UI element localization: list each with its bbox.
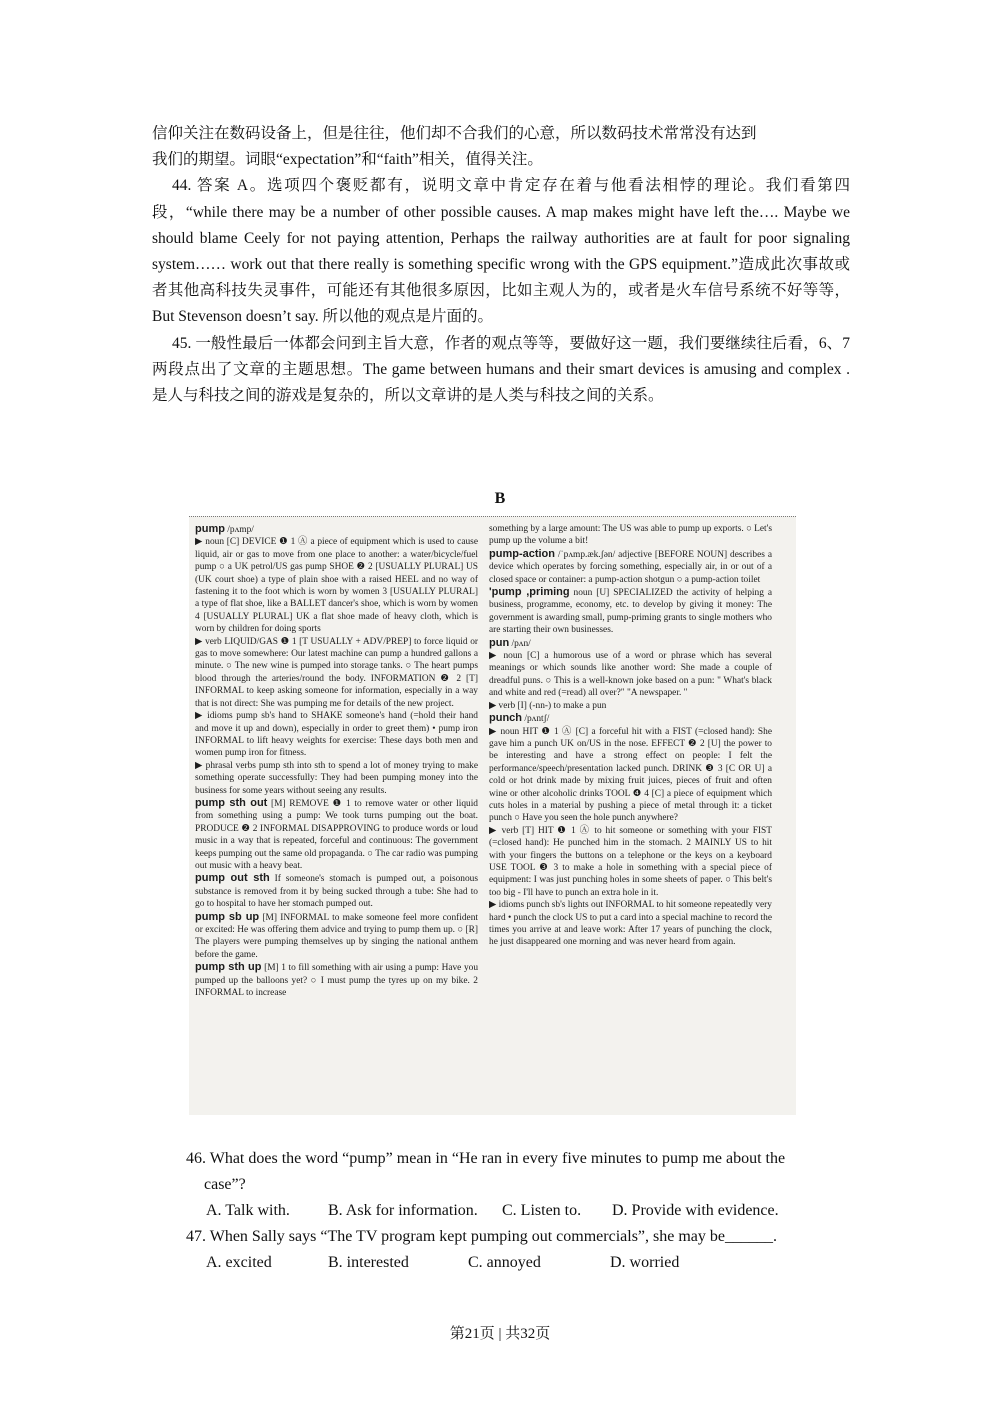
dictionary-definition: [M] 1 to fill something with air using a pump: Have you pumped up the balloons yet? ○ I must pump the tyres up on my bike. 2 INFORMAL to increase <box>195 963 479 999</box>
dictionary-column-right <box>489 523 772 949</box>
dictionary-entry <box>489 586 772 637</box>
dictionary-entry <box>195 911 478 962</box>
dictionary-entry <box>195 710 478 760</box>
page-footer: 第21页 | 共32页 <box>449 1326 551 1342</box>
dictionary-headword: punch <box>489 712 522 725</box>
dictionary-entry <box>195 961 478 999</box>
question-46-continuation: case”? <box>204 1176 246 1193</box>
q46-option-d: D. Provide with evidence. <box>612 1202 779 1219</box>
questions <box>186 1146 854 1276</box>
dictionary-definition: /ˈpʌmp.æk.ʃən/ adjective [BEFORE NOUN] describes a device which operates by forcing something, especially air, in or out of a closed space or container: a pump-action shotgun ○ a pump-action toilet <box>489 549 772 585</box>
dictionary-definition: /pʌn/ <box>509 638 531 649</box>
dictionary-entry <box>489 726 772 825</box>
question-46: 46. What does the word “pump” mean in “He ran in every five minutes to pump me about the <box>186 1150 786 1167</box>
dictionary-definition: [M] INFORMAL to make someone feel more confident or excited: He was offering them advice and trying to pump them up. ○ [R] The players were pumping themselves up by singing the national anthem before the game. <box>195 912 479 960</box>
dictionary-entry <box>195 636 478 710</box>
dictionary-entry <box>195 797 478 872</box>
dictionary-definition: ▶ idioms pump sb's hand to SHAKE someone's hand (=hold their hand and move it up and down), especially in order to greet them) • pump iron INFORMAL to lift heavy weights for exercise: These days both men and women pump iron for fitness. <box>195 711 478 759</box>
dictionary-entry <box>489 548 772 586</box>
dictionary-headword: pun <box>489 636 510 649</box>
dictionary-entry <box>195 523 478 536</box>
dictionary-definition: ▶ verb [T] HIT ❶ 1 Ⓐ to hit someone or something with your FIST (=closed hand): He punched him in the stomach. 2 MAINLY US to hit with your fingers the buttons on a telephone or the keys on a keyboard USE TOOL ❸ 3 to make a hole in something with a special piece of equipment: I was just punching holes in some sheets of paper. ○ This belt's too big - I'll have to punch an extra hole in it. <box>489 825 772 898</box>
dictionary-headword: pump sth out <box>195 796 268 809</box>
intro-line-2: 我们的期望。词眼“expectation”和“faith”相关，值得关注。 <box>152 151 543 169</box>
answer-45: 45. 一般性最后一体都会问到主旨大意，作者的观点等等，要做好这一题，我们要继续往后看，6、7 两段点出了文章的主题思想。The game between humans and their smart devices is amusing and complex . 是人与科技之间的游戏是复杂的，所以文章讲的是人类与科技之间的关系。 <box>152 334 850 405</box>
question-46-options <box>186 1198 854 1224</box>
dictionary-entry <box>489 637 772 650</box>
dictionary-definition: ▶ phrasal verbs pump sth into sth to spend a lot of money trying to make something operate successfully: They had been pumping money into the business for some years without seeing any results. <box>195 760 478 796</box>
dictionary-definition: ▶ idioms punch sb's lights out INFORMAL to hit someone repeatedly very hard • punch the clock US to put a card into a special machine to record the times you arrive at and leave work: After 17 years of punching the clock, he just disappeared one morning and was never heard from again. <box>489 900 772 948</box>
dictionary-headword: pump sb up <box>195 910 260 923</box>
dictionary-excerpt <box>189 516 796 1115</box>
question-47-options <box>186 1250 854 1276</box>
dictionary-headword: pump-action <box>489 547 555 560</box>
dictionary-headword: pump out sth <box>195 872 270 885</box>
dictionary-definition: ▶ noun HIT ❶ 1 Ⓐ [C] a forceful hit with a FIST (=closed hand): She gave him a punch UK on/US in the nose. EFFECT ❷ 2 [U] the power to be interesting and have a strong effect on people: I felt the performance/speech/presentation lacked punch. DRINK ❸ 3 [C OR U] a cold or hot drink made by mixing fruit juices, pieces of fruit and often wine or other alcoholic drinks TOOL ❹ 4 [C] a piece of equipment which cuts holes in a material by pushing a piece of metal through it: a ticket punch ○ Have you seen the hole punch anywhere? <box>489 726 772 824</box>
dictionary-entry <box>195 536 478 635</box>
dictionary-definition: something by a large amount: The US was able to pump up exports. ○ Let's pump up the volume a bit! <box>489 524 772 547</box>
dictionary-definition: ▶ noun [C] a humorous use of a word or phrase which has several meanings or which sounds like another word: She made a couple of dreadful puns. ○ This is a well-known joke based on a pun: " What's black and white and red (=read) all over?" "A newspaper. " <box>489 651 772 699</box>
dictionary-entry <box>489 650 772 700</box>
dictionary-headword: 'pump ,priming <box>489 586 570 599</box>
dictionary-entry <box>489 899 772 949</box>
dictionary-definition: [M] REMOVE ❶ 1 to remove water or other liquid from something using a pump: We took turns pumping out the boat. PRODUCE ❷ 2 INFORMAL DISAPPROVING to produce words or loud music in a way that is repeated, forceful and continuous: The government keeps pumping out the same old propaganda. ○ The car radio was pumping out music with a heavy beat. <box>195 798 478 871</box>
q46-option-b: B. Ask for information. <box>328 1202 478 1219</box>
intro-line-1: 信仰关注在数码设备上，但是往往，他们却不合我们的心意，所以数码技术常常没有达到 <box>152 125 757 142</box>
dictionary-entry <box>489 700 772 712</box>
dictionary-headword: pump sth up <box>195 961 262 974</box>
dictionary-entry <box>489 825 772 899</box>
dictionary-definition: noun [U] SPECIALIZED the activity of helping a business, programme, economy, etc. to develop by giving it money: The government is awarding small, pump-priming grants to single mothers who are starting their own businesses. <box>489 588 773 636</box>
dictionary-definition: ▶ noun [C] DEVICE ❶ 1 Ⓐ a piece of equipment which is used to cause liquid, air or gas to move from one place to another: a water/bicycle/fuel pump ○ a UK petrol/US gas pump SHOE ❷ 2 [USUALLY PLURAL] US (UK court shoe) a type of plain shoe with a raised HEEL and no way of fastening it to the foot which is worn by women 3 [USUALLY PLURAL] a type of flat shoe, like a BALLET dancer's shoe, which is worn by women 4 [USUALLY PLURAL] UK a flat shoe made of heavy cloth, which is worn by children for doing sports <box>195 537 478 635</box>
dictionary-entry <box>489 712 772 725</box>
dictionary-definition: /pʌntʃ/ <box>522 714 550 725</box>
dictionary-column-left <box>195 523 478 999</box>
q47-option-c: C. annoyed <box>468 1254 541 1271</box>
dictionary-definition: If someone's stomach is pumped out, a poisonous substance is removed from it by being sucked through a tube: She had to go to hospital to have her stomach pumped out. <box>195 874 478 910</box>
dictionary-headword: pump <box>195 523 225 535</box>
q46-option-c: C. Listen to. <box>502 1202 582 1219</box>
dictionary-definition: ▶ verb LIQUID/GAS ❶ 1 [T USUALLY + ADV/PREP] to force liquid or gas to move somewhere: Our latest machine can pump a hundred gallons a minute. ○ The new wine is pumped into storage tanks. ○ The heart pumps blood through the arteries/round the body. INFORMATION ❷ 2 [T] INFORMAL to keep asking someone for information, especially in a way that is not direct: She was pumping me for details of the new project. <box>195 636 478 709</box>
q47-option-d: D. worried <box>610 1254 680 1271</box>
dictionary-entry <box>195 760 478 797</box>
q47-option-a: A. excited <box>206 1254 272 1271</box>
q46-option-a: A. Talk with. <box>206 1202 290 1219</box>
dictionary-entry <box>195 872 478 910</box>
explanation-text <box>152 121 850 409</box>
section-label: B <box>494 490 506 507</box>
dictionary-definition: /pʌmp/ <box>224 525 254 535</box>
answer-44: 44. 答案 A。选项四个褒贬都有，说明文章中肯定存在着与他看法相悖的理论。我们看第四段，“while there may be a number of other possible causes. A map makes might have left the…. Maybe we should blame Ceely for not paying attention, Perhaps the railway authorities are at fault for poor signaling system…… work out that there really is something specific wrong with the GPS equipment.”造成此次事故或者其他高科技失灵事件，可能还有其他很多原因，比如主观人为的，或者是火车信号系统不好等等， But Stevenson doesn’t say. 所以他的观点是片面的。 <box>152 177 850 326</box>
dictionary-definition: ▶ verb [I] (-nn-) to make a pun <box>489 700 607 711</box>
dictionary-entry <box>489 523 772 548</box>
q47-option-b: B. interested <box>328 1254 409 1271</box>
question-47: 47. When Sally says “The TV program kept pumping out commercials”, she may be______. <box>186 1228 777 1245</box>
